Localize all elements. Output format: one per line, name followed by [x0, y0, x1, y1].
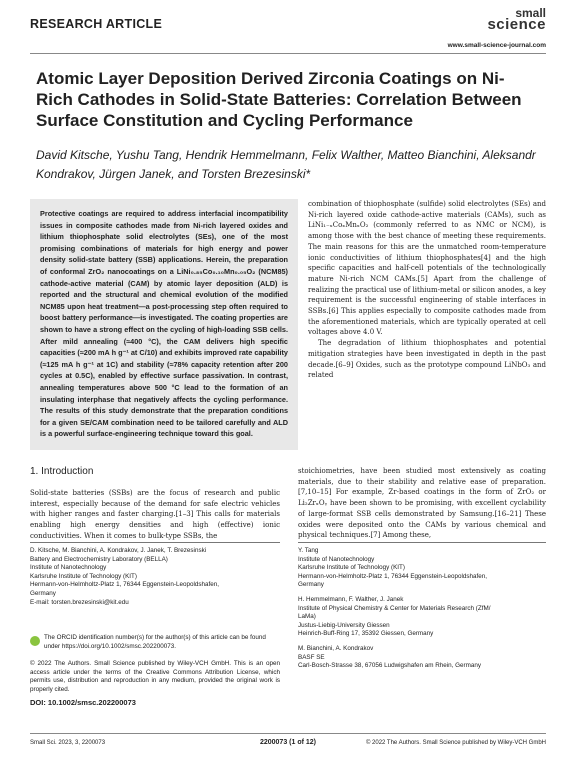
- affiliation-line: M. Bianchini, A. Kondrakov: [298, 644, 374, 652]
- email-link[interactable]: E-mail: torsten.brezesinski@kit.edu: [30, 598, 129, 606]
- footer-divider: [30, 733, 546, 734]
- orcid-note[interactable]: The ORCID identification number(s) for the author(s) of this article can be found under https://doi.org/10.1002/smsc.202200073.: [44, 634, 266, 650]
- continuation-text: [298, 466, 546, 541]
- abstract-text: Protective coatings are required to address interfacial incompatibility issues in composite cathodes made from Ni-rich layered oxides and lithium thiophosphate solid electrolytes (SEs), one of the most promising combinations of materials for high energy and power density solid-state battery (SSB) applications. Herein, the preparation of conformal ZrO₂ nanocoatings on a LiNi₀.₈₅Co₀.₁₀Mn₀.₀₅O₂ (NCM85) cathode-active material (CAM) by atomic layer deposition (ALD) is reported and the structural and chemical evolution of the modified NCM85 upon heat treatment—a post-processing step often required to boost battery performance—is investigated. The coating properties are shown to have a strong effect on the cycling of high-loading SSB cells. After mild annealing (≈400 °C), the CAM delivers high specific capacities (≈200 mA h g⁻¹ at C/10) and exhibits improved rate capability (≈125 mA h g⁻¹ at 1C) and stability (≈78% capacity retention after 200 cycles at 0.5C), enabled by effective surface passivation. In contrast, annealing temperatures above 500 °C lead to the formation of an insulating interphase that negatively affects the cycling performance. The results of this study demonstrate that the preparation conditions for a given SE/CAM combination need to be tailored carefully and ALD is a powerful surface-engineering technique toward this goal.: [40, 209, 288, 439]
- affiliation-line: Carl-Bosch-Strasse 38, 67056 Ludwigshafen am Rhein, Germany: [298, 662, 482, 670]
- article-title: Atomic Layer Deposition Derived Zirconia Coatings on Ni-Rich Cathodes in Solid-State Batteries: Correlation Between Surface Constitution and Cycling Performance: [36, 69, 522, 130]
- abstract-box: [30, 199, 298, 450]
- paragraph: combination of thiophosphate (sulfide) solid electrolytes (SEs) and Ni-rich layered oxide cathode-active materials (CAMs), such as LiNi₁₋ₓCoₓMnₓO₂ (commonly referred to as NMC or NCM), is among those with the best chance of meeting these requirements. The main reasons for this are the unmatched room-temperature ionic conductivities of lithium thiophosphates[4] and the high specific capacities and half-cell potentials of the technologically mature Ni-rich NCM CAMs.[5] Apart from the challenge of realizing the practical use of lithium-metal or silicon anodes, a key requirement is the successful engineering of stable interfaces in SSBs.[6] This applies especially to composite cathodes made from the aforementioned materials, which are typically operated at cell voltages above 4.0 V.: [308, 200, 546, 337]
- affiliation-line: Heinrich-Buff-Ring 17, 35392 Giessen, Germany: [298, 630, 434, 638]
- logo-line-1: small: [515, 6, 546, 20]
- affiliation-block: [298, 596, 546, 639]
- affiliations-right: [298, 547, 546, 677]
- header-divider: [30, 53, 546, 54]
- logo-line-2: science: [487, 16, 546, 33]
- affiliation-line: H. Hemmelmann, F. Walther, J. Janek: [298, 595, 404, 603]
- journal-url[interactable]: www.small-science-journal.com: [447, 42, 546, 49]
- footer-page-number: 2200073 (1 of 12): [259, 739, 317, 746]
- affiliation-line: Y. Tang: [298, 547, 319, 554]
- affiliation-line: Hermann-von-Helmholtz-Platz 1, 76344 Eggenstein-Leopoldshafen,: [30, 581, 220, 589]
- paragraph: Solid-state batteries (SSBs) are the focus of research and public interest, especially because of the demand for safe electric vehicles with higher ranges and faster charging.[1–3] This calls for materials enabling high energy densities and high (effective) ionic conductivities. When it comes to bulk-type SSBs, the: [30, 489, 280, 540]
- affiliations-left: [30, 547, 280, 607]
- affiliation-line: LaMa): [298, 613, 316, 621]
- right-column-text: [308, 199, 546, 381]
- footer-citation: Small Sci. 2023, 3, 2200073: [30, 740, 106, 746]
- author-list: David Kitsche, Yushu Tang, Hendrik Hemmelmann, Felix Walther, Matteo Bianchini, Aleksandr Kondrakov, Jürgen Janek, and Torsten Brezesinski*: [36, 148, 536, 181]
- license-note: © 2022 The Authors. Small Science published by Wiley-VCH GmbH. This is an open access article under the terms of the Creative Commons Attribution License, which permits use, distribution and reproduction in any medium, provided the original work is properly cited.: [30, 660, 280, 693]
- doi-link[interactable]: DOI: 10.1002/smsc.202200073: [30, 698, 136, 707]
- affiliation-line: Germany: [30, 589, 56, 597]
- affiliation-block: [298, 645, 546, 671]
- affiliation-line: Hermann-von-Helmholtz-Platz 1, 76344 Eggenstein-Leopoldshafen,: [298, 572, 488, 580]
- section-label: RESEARCH ARTICLE: [30, 17, 163, 31]
- introduction-text: [30, 488, 280, 542]
- affiliation-line: Institute of Physical Chemistry & Center for Materials Research (ZfM/: [298, 604, 491, 612]
- affiliation-line: Karlsruhe Institute of Technology (KIT): [298, 564, 405, 572]
- paragraph: The degradation of lithium thiophosphates and potential mitigation strategies have been investigated in depth in the past decade.[6–9] Oxides, such as the prototype compound LiNbO₃ and related: [308, 339, 546, 380]
- affiliation-line: BASF SE: [298, 653, 325, 661]
- journal-logo[interactable]: [487, 6, 546, 33]
- affiliation-line: Karlsruhe Institute of Technology (KIT): [30, 572, 137, 580]
- affiliation-line: Germany: [298, 581, 324, 589]
- affiliation-line: Justus-Liebig-University Giessen: [298, 621, 390, 629]
- affiliation-line: D. Kitsche, M. Bianchini, A. Kondrakov, J. Janek, T. Brezesinski: [30, 547, 207, 554]
- affiliation-block: [298, 547, 546, 590]
- paragraph: stoichiometries, have been studied most extensively as coating materials, due to their stability and relative ease of preparation.[7,10–15] For example, Zr-based coatings in the form of ZrO₂ or Li₂ZrₓOᵧ have been shown to be promising, with excellent cyclability of large-format SSB cells demonstrated by Samsung.[16–21] These oxides were deposited onto the CAMs by various chemical and physical techniques.[7] Among these,: [298, 467, 546, 540]
- affiliation-line: Institute of Nanotechnology: [30, 564, 107, 572]
- affiliation-line: Institute of Nanotechnology: [298, 555, 375, 563]
- affiliation-divider-left: [30, 542, 280, 543]
- footer-copyright: © 2022 The Authors. Small Science published by Wiley-VCH GmbH: [365, 740, 546, 746]
- section-heading-introduction: 1. Introduction: [30, 466, 94, 477]
- affiliation-line: Battery and Electrochemistry Laboratory (BELLA): [30, 555, 168, 563]
- affiliation-divider-right: [298, 542, 546, 543]
